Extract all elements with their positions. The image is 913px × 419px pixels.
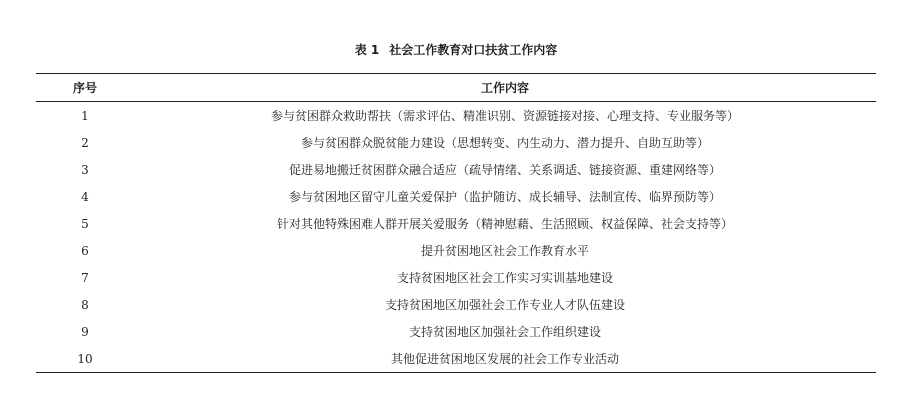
row-content: 其他促进贫困地区发展的社会工作专业活动 (390, 352, 619, 366)
row-index: 2 (81, 135, 89, 150)
row-content: 支持贫困地区社会工作实习实训基地建设 (396, 271, 613, 285)
table-row (36, 318, 876, 345)
table-row (36, 345, 876, 373)
row-content: 参与贫困群众脱贫能力建设（思想转变、内生动力、潜力提升、自助互助等） (300, 136, 709, 150)
table-caption (36, 40, 876, 60)
row-content: 提升贫困地区社会工作教育水平 (420, 244, 589, 258)
row-content: 参与贫困地区留守儿童关爱保护（监护随访、成长辅导、法制宣传、临界预防等） (288, 190, 721, 204)
row-index: 7 (81, 270, 89, 285)
row-index: 8 (81, 297, 89, 312)
table-container (36, 40, 876, 373)
table-caption-title: 社会工作教育对口扶贫工作内容 (389, 43, 558, 57)
row-index: 6 (81, 243, 89, 258)
row-index: 1 (81, 108, 89, 123)
table-row (36, 102, 876, 130)
row-content: 参与贫困群众救助帮扶（需求评估、精准识别、资源链接对接、心理支持、专业服务等） (270, 109, 739, 123)
row-content: 支持贫困地区加强社会工作组织建设 (408, 325, 601, 339)
work-content-table (36, 73, 876, 373)
table-caption-number: 表 1 (354, 43, 380, 57)
row-index: 3 (81, 162, 89, 177)
table-header-row (36, 74, 876, 102)
table-row (36, 183, 876, 210)
header-content: 工作内容 (480, 81, 529, 95)
table-row (36, 291, 876, 318)
header-index: 序号 (72, 81, 97, 95)
row-index: 5 (81, 216, 89, 231)
table-row (36, 210, 876, 237)
table-row (36, 156, 876, 183)
table-row (36, 237, 876, 264)
row-index: 4 (81, 189, 89, 204)
row-index: 9 (81, 324, 89, 339)
row-content: 针对其他特殊困难人群开展关爱服务（精神慰藉、生活照顾、权益保障、社会支持等） (276, 217, 733, 231)
table-row (36, 129, 876, 156)
row-content: 支持贫困地区加强社会工作专业人才队伍建设 (384, 298, 625, 312)
table-row (36, 264, 876, 291)
row-content: 促进易地搬迁贫困群众融合适应（疏导情绪、关系调适、链接资源、重建网络等） (288, 163, 721, 177)
row-index: 10 (77, 351, 93, 366)
